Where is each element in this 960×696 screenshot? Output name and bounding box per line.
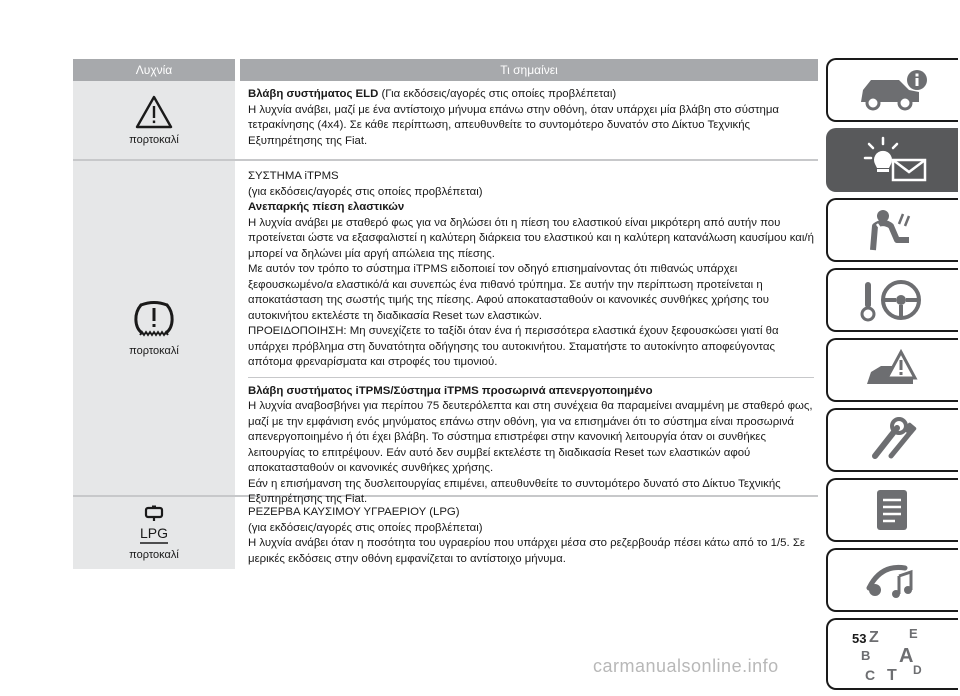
warning-lights-table [73,59,818,569]
emergency-triangle-icon [853,346,933,394]
index-letter: A [899,645,914,667]
index-letter: E [909,626,918,641]
maintenance-tools-icon [853,416,933,464]
row-title: Βλάβη συστήματος ELD [248,88,379,100]
row-text: Εάν η επισήμανση της δυσλειτουργίας επιμένει, απευθυνθείτε το συντομότερο δυνατό στο Δίκτυο Τεχνικής Εξυπηρέτησης της Fiat. [248,477,781,505]
tab-index[interactable] [826,618,958,690]
header-lamp: Λυχνία [73,59,235,81]
lpg-icon-text: LPG [139,525,169,541]
sub-section [248,377,814,508]
steering-key-icon [853,276,933,324]
lamp-cell [73,497,235,569]
lamp-cell [73,161,235,495]
seatbelt-safety-icon [853,206,933,254]
car-info-icon [853,68,933,112]
row-title: ΡΕΖΕΡΒΑ ΚΑΥΣΙΜΟΥ ΥΓΡΑΕΡΙΟΥ (LPG) [248,506,460,518]
availability-note: (για εκδόσεις/αγορές στις οποίες προβλέπεται) [248,521,483,534]
meaning-cell [240,497,818,569]
lamp-color-label: πορτοκαλί [129,345,179,357]
watermark: carmanualsonline.info [593,656,779,676]
chapter-tabs [826,58,958,696]
tab-car-info[interactable] [826,58,958,122]
tab-technical-data[interactable] [826,478,958,542]
table-row [73,161,818,505]
warning-text: ΠΡΟΕΙΔΟΠΟΙΗΣΗ: Μη συνεχίζετε το ταξίδι όταν ένα ή περισσότερα ελαστικά έχουν ξεφουσκώσει γιατί θα υπάρχει πρόβλημα στη δυνατότητα οδήγησης του αυτοκινήτου. Σταματήστε το αυτοκίνητο αποφεύγοντας απότομα φρεναρίσματα και στροφές του τιμονιού. [248,325,779,368]
header-meaning: Τι σημαίνει [240,59,818,81]
multimedia-icon [853,556,933,604]
index-letter: C [865,667,876,683]
table-row [73,497,818,569]
row-text: Η λυχνία ανάβει, μαζί με ένα αντίστοιχο μήνυμα επάνω στην οθόνη, όταν υπάρχει μία βλάβη στο σύστημα τετρακίνησης (4x4). Σε κάθε περίπτωση, απευθυνθείτε το συντομότερο δυνατόν στο Δίκτυο Τεχνικής Εξυπηρέτησης της Fiat. [248,103,779,147]
warning-triangle-icon [134,94,174,130]
row-text: Η λυχνία αναβοσβήνει για περίπου 75 δευτερόλεπτα και στη συνέχεια θα παραμείνει αναμμένη με σταθερό φως, μαζί με την εμφάνιση ενός μηνύματος επάνω στην οθόνη, για να επισημάνει ότι το σύστημα είναι προσωρινά απενεργοποιημένο ή ότι έχει βλάβη. Το σύστημα επιστρέφει στην κανονική λειτουργία όταν οι συνθήκες λειτουργίας το επιτρέψουν. Εάν αυτό δεν συμβεί εκτελέστε τη διαδικασία Reset των ελαστικών αφού αποκατασταθούν οι κανονικές συνθήκες χρήσης. [248,400,813,474]
row-title-note: (Για εκδόσεις/αγορές στις οποίες προβλέπεται) [378,88,617,100]
lpg-fuel-icon [134,505,174,545]
row-text: Με αυτόν τον τρόπο το σύστημα iTPMS ειδοποιεί τον οδηγό επισημαίνοντας ότι πιθανώς υπάρχει ξεφουσκωμένο/α ελαστικό/ά και συνεπώς ένα πιθανό τρύπημα. Σε αυτήν την περίπτωση προτείνεται η αποκατάσταση της σωστής τιμής της πίεσης. Αφού αποκατασταθούν οι κανονικές συνθήκες χρήσης του αυτοκινήτου εκτελέστε τη διαδικασία Reset των ελαστικών. [248,263,769,322]
lamp-color-label: πορτοκαλί [129,549,179,561]
index-letter: T [887,667,897,684]
tab-maintenance[interactable] [826,408,958,472]
index-letter: B [861,648,871,663]
row-text: Η λυχνία ανάβει με σταθερό φως για να δηλώσει ότι η πίεση του ελαστικού είναι μικρότερη από αυτήν που προτείνεται ώστε να εξασφαλιστεί η καλύτερη διάρκεια του ελαστικού και η καλύτερη κατανάλωση καυσίμου και/ή μπορεί να δηλώνει μία αργή απώλεια της πίεσης. [248,216,814,260]
tire-pressure-icon [131,299,177,341]
table-header [73,59,818,81]
availability-note: (για εκδόσεις/αγορές στις οποίες προβλέπεται) [248,185,483,198]
tab-starting-driving[interactable] [826,268,958,332]
meaning-cell [240,81,818,159]
row-title: Ανεπαρκής πίεση ελαστικών [248,201,405,213]
meaning-cell [240,161,818,505]
page-number: 53 [852,631,867,646]
tab-safety[interactable] [826,198,958,262]
lamp-cell [73,81,235,159]
tab-multimedia[interactable] [826,548,958,612]
row-text: Η λυχνία ανάβει όταν η ποσότητα του υγραερίου που υπάρχει μέσα στο ρεζερβουάρ πέσει κάτω από το 1/5. Σε μερικές εκδόσεις στην οθόνη εμφανίζεται το αντίστοιχο μήνυμα. [248,537,805,565]
index-letter: Z [869,629,879,646]
table-row [73,81,818,161]
index-letter: D [913,663,922,677]
sub-title: Βλάβη συστήματος iTPMS/Σύστημα iTPMS προσωρινά απενεργοποιημένο [248,384,653,397]
technical-data-icon [853,486,933,534]
warning-light-message-icon [853,136,933,184]
system-name: ΣΥΣΤΗΜΑ iTPMS [248,170,339,182]
lamp-color-label: πορτοκαλί [129,134,179,146]
tab-warning-lights[interactable] [826,128,958,192]
tab-emergency[interactable] [826,338,958,402]
